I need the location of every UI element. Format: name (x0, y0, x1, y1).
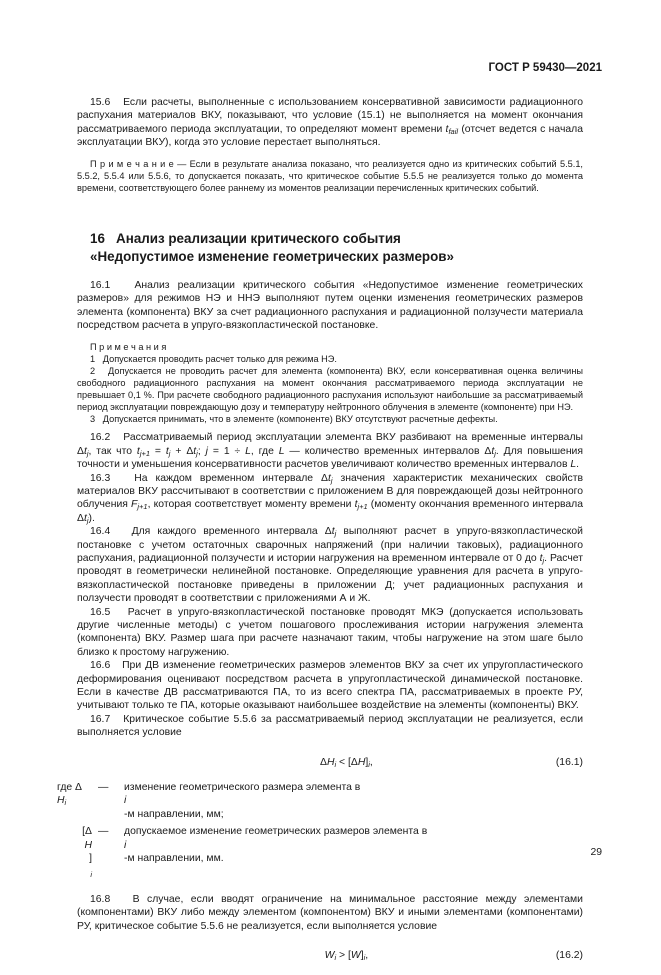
legend-text-dh: изменение геометрического размера элемента в i -м направлении, мм; (124, 782, 361, 820)
paragraph-16-6: 16.6 При ДВ изменение геометрических размеров элементов ВКУ за счет их упругопластического деформирования оценивают посредством расчета в упругопластической динамической постановке. Если в качестве ДВ рассматриваются ПА, то из всего спектра ПА, рассматриваемых в проекте РУ, учитывают только те ПА, которые оказывают наибольшее воздействие на элементы (компоненты) ВКУ. (77, 660, 583, 712)
paragraph-16-7: 16.7 Критическое событие 5.5.6 за рассматриваемый период эксплуатации не реализуется, если выполняется условие (77, 713, 583, 739)
legend-dash: — (98, 782, 109, 794)
equation-16-1 (77, 756, 583, 769)
note-15-6: П р и м е ч а н и е — Если в результате анализа показано, что реализуется одно из критических событий 5.5.1, 5.5.2, 5.5.4 или 5.5.6, то допускается показать, что критическое событие 5.5.5 не реализуется только до момента времени, соответствующего более раннему из моментов реализации перечисленных критических событий. (77, 158, 583, 194)
paragraph-16-2: 16.2 Рассматриваемый период эксплуатации элемента ВКУ разбивают на временные интервалы $\Delta t_j$, так что $t_{j+1} = t_j + \Delta t_j$; j = 1 ÷ L, где L — количество временных интервалов $\Delta t_j$. Для повышения точности и уменьшения консервативности расчетов увеличивают количество временных интервалов L. (77, 432, 583, 471)
equation-16-2 (77, 949, 583, 962)
equation-16-1-legend (57, 781, 583, 879)
document-standard-header: ГОСТ Р 59430—2021 (488, 62, 602, 74)
paragraph-16-3: 16.3 На каждом временном интервале $\Delta t_j$ значения характеристик механических свойств материалов ВКУ рассчитывают в соответствии с приложением В для повреждающей дозы нейтронного облучения $F_{j+1}$, которая соответствует моменту времени $t_{j+1}$ (моменту окончания временного интервала $\Delta t_j$). (77, 472, 583, 525)
paragraph-15-6: 15.6 Если расчеты, выполненные с использованием консервативной зависимости радиационного распухания материалов ВКУ, показывают, что условие (15.1) не выполняется на момент окончания рассматриваемого периода эксплуатации, то определяют момент времени $t_{fail}$ (отсчет ведется с начала эксплуатации ВКУ), когда это условие перестает выполняться. (77, 97, 583, 149)
equation-16-2-body: $W_i > [W]_i$, (324, 950, 369, 963)
note-item-3: 3 Допускается принимать, что в элементе (компоненте) ВКУ отсутствуют расчетные дефекты. (90, 414, 498, 425)
notes-label: П р и м е ч а н и я (90, 341, 167, 352)
equation-16-1-number: (16.1) (555, 756, 583, 768)
notes-16-1 (77, 341, 586, 426)
legend-text-allowed-dh: допускаемое изменение геометрических размеров элемента в i -м направлении, мм. (124, 826, 428, 865)
section-16-title-line1: 16 Анализ реализации критического события (90, 231, 401, 247)
note-item-1: 1 Допускается проводить расчет только для режима НЭ. (90, 353, 337, 364)
legend-symbol-dh: где Δ $H_i$ (57, 782, 82, 808)
equation-16-2-number: (16.2) (555, 950, 583, 962)
page-number: 29 (590, 847, 602, 858)
paragraph-16-1: 16.1 Анализ реализации критического события «Недопустимое изменение геометрических размеров» для режимов НЭ и ННЭ выполняют путем оценки изменения геометрических размеров элемента (компонента) ВКУ за счет радиационного распухания и радиационной ползучести материала посредством расчета в упруго-вязкопластической постановке. (77, 280, 583, 332)
legend-dash: — (98, 826, 109, 838)
section-16-title-line2: «Недопустимое изменение геометрических размеров» (90, 248, 454, 264)
note-item-2: 2 Допускается не проводить расчет для элемента (компонента) ВКУ, если консервативная оценка величины свободного радиационного распухания на момент окончания рассматриваемого периода эксплуатации не превышает 0,1 %. При расчете свободного радиационного распухания используют наибольшие за рассматриваемый период эксплуатации повреждающую дозу и температуру нейтронного облучения в элементе (компоненте) при НЭ. (77, 365, 586, 413)
paragraph-16-8: 16.8 В случае, если вводят ограничение на минимальное расстояние между элементами (компонентами) ВКУ либо между элементом (компонентом) ВКУ и иными элементами (компонентами) РУ, критическое событие 5.5.6 не реализуется, если выполняется условие (77, 893, 583, 932)
section-16-heading (77, 230, 583, 265)
paragraph-16-4: 16.4 Для каждого временного интервала $\Delta t_j$ выполняют расчет в упруго-вязкопластической постановке с учетом остаточных сварочных напряжений (при наличии таковых), радиационного распухания, радиационной ползучести и истории нагружения на временном интервале от 0 до $t_j$. Расчет проводят в геометрически нелинейной постановке. Определяющие уравнения для расчета в упруго-вязкопластической постановке приведены в приложении Д; учет радиационных распухания и ползучести проводят в соответствии с приложениями А и Ж. (77, 526, 583, 605)
paragraph-16-5: 16.5 Расчет в упруго-вязкопластической постановке проводят МКЭ (допускается использовать другие численные методы) с учетом пошагового прослеживания истории нагружения элемента (компонента) ВКУ. Размер шага при расчете назначают таким, чтобы нагружение на этом шаге было близко к простому нагружению. (77, 606, 583, 658)
page-content (57, 96, 586, 975)
equation-16-1-body: $\Delta H_i < [\Delta H]_i$, (320, 756, 373, 769)
legend-symbol-allowed-dh: [Δ H ] $_i$ (82, 826, 92, 879)
